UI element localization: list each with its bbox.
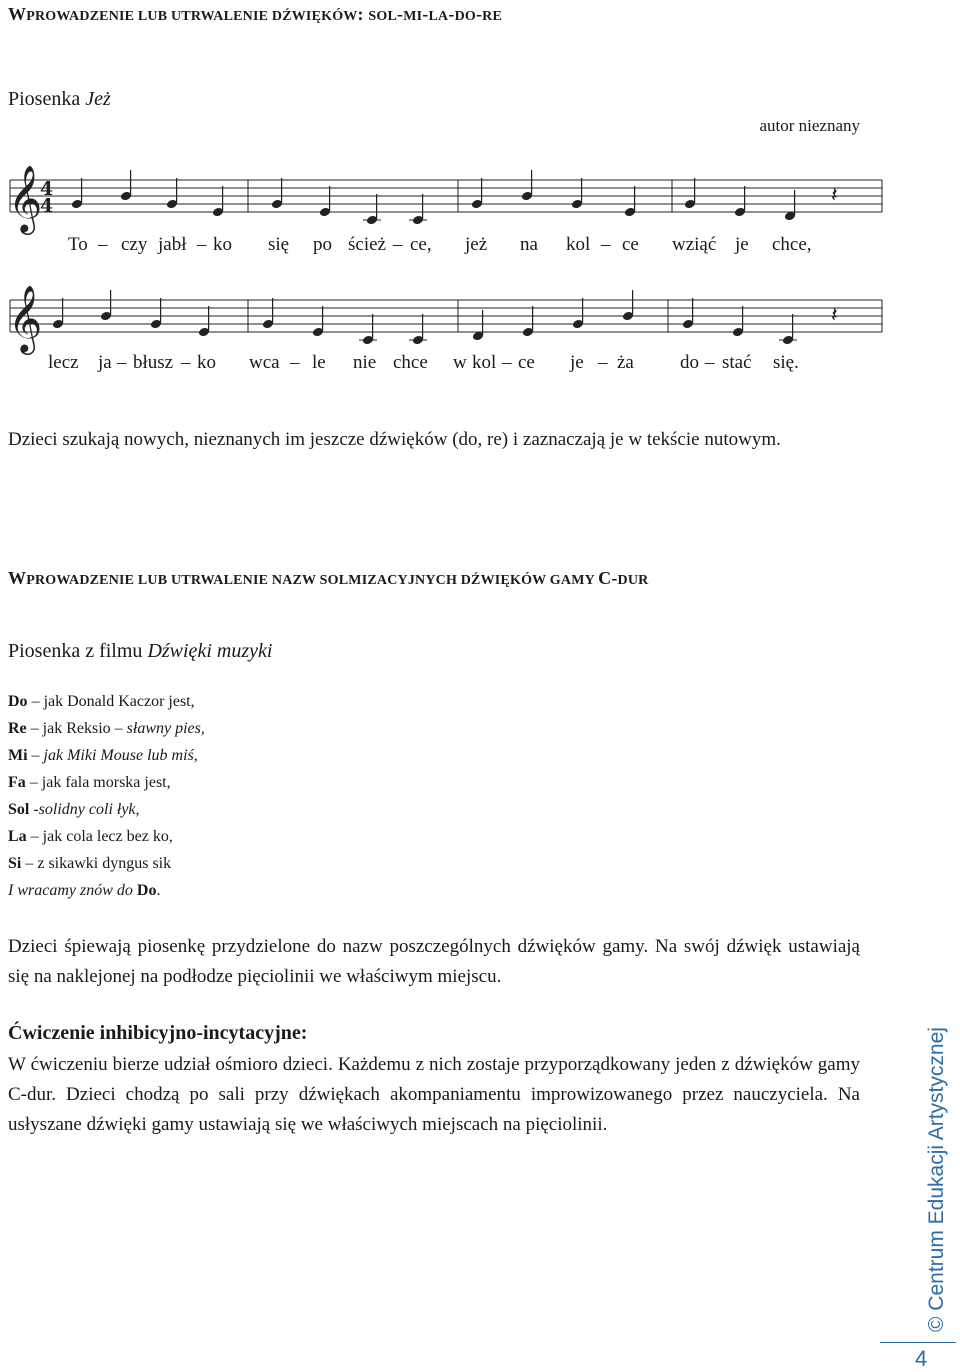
music-staff-1 [0, 160, 900, 240]
song-title-prefix: Piosenka z filmu [8, 640, 148, 662]
heading-1-part: - [397, 4, 404, 24]
solmization-syllable: Re [8, 720, 27, 737]
verse-text: – [27, 747, 44, 764]
heading-1-part: LA [428, 9, 449, 24]
heading-1-part: PROWADZENIE LUB UTRWALENIE DŹWIĘKÓW [26, 9, 358, 24]
lyric-syllable: chce [393, 352, 428, 373]
heading-1-part: - [422, 4, 429, 24]
heading-1-part: - [448, 4, 455, 24]
exercise-paragraph: W ćwiczeniu bierze udział ośmioro dzieci. Każdemu z nich zostaje przyporządkowany jeden z dźwięków gamy C-dur. Dzieci chodzą po sali przy dźwiękach akompaniamentu improwizowanego przez nauczyciela. Na usłyszane dźwięki gamy ustawiają się we właściwych miejscach na pięciolinii. [8, 1054, 860, 1135]
lyric-syllable: chce, [772, 234, 812, 255]
verse-text: I wracamy znów do [8, 882, 137, 899]
verse-text: – jak Reksio – [26, 720, 127, 737]
solmization-syllable: Sol [8, 801, 30, 818]
lyric-syllable: – [181, 352, 191, 373]
lyric-syllable: się. [773, 352, 799, 373]
lyric-syllable: le [312, 352, 326, 373]
lyric-syllable: – [601, 234, 611, 255]
lyric-syllable: jabł [158, 234, 187, 255]
lyric-syllable: wziąć [672, 234, 717, 255]
exercise-title: Ćwiczenie inhibicyjno-incytacyjne: [8, 1022, 308, 1044]
heading-1-part: MI [403, 9, 423, 24]
lyric-syllable: błusz [133, 352, 174, 373]
lyric-syllable: ża [617, 352, 634, 373]
footer-divider [880, 1342, 956, 1343]
lyric-syllable: – [598, 352, 608, 373]
song-title-prefix: Piosenka [8, 88, 86, 110]
solmization-syllable: Si [8, 855, 22, 872]
treble-clef-icon: 𝄞 [8, 284, 43, 352]
lyrics-line-2 [0, 352, 900, 378]
heading-2-part: C [598, 568, 612, 588]
quarter-rest-icon: 𝄽 [831, 183, 838, 208]
time-signature-top: 4 [40, 178, 54, 200]
section-heading-1 [8, 4, 502, 25]
lyric-syllable: lecz [48, 352, 79, 373]
lyric-syllable: je [570, 352, 584, 373]
solmization-syllable: Mi [8, 747, 28, 764]
verse-text: – jak cola lecz bez ko, [26, 828, 173, 845]
verse-text: . [156, 882, 161, 899]
lyric-syllable: jeż [465, 234, 488, 255]
heading-1-part: W [8, 4, 27, 24]
solmization-syllable: Fa [8, 774, 26, 791]
lyric-syllable: ko [213, 234, 232, 255]
author-label: autor nieznany [759, 116, 860, 135]
lyric-syllable: ko [197, 352, 216, 373]
verse-text: – z sikawki dyngus sik [21, 855, 172, 872]
heading-1-part: SOL [368, 9, 398, 24]
verse-text: solidny coli łyk, [38, 801, 140, 818]
lyric-syllable: ce [518, 352, 535, 373]
lyric-syllable: nie [353, 352, 377, 373]
lyric-syllable: wca [249, 352, 280, 373]
verse-text: – jak fala morska jest, [25, 774, 171, 791]
verse-text: jak Miki Mouse lub miś, [43, 747, 198, 764]
lyric-syllable: ścież [348, 234, 386, 255]
lyric-syllable: – [705, 352, 715, 373]
heading-2-part: DUR [617, 573, 649, 588]
heading-1-part: - [475, 4, 483, 24]
music-staff-2 [0, 280, 900, 360]
lyric-syllable: – [290, 352, 300, 373]
lyric-syllable: na [520, 234, 538, 255]
lyric-syllable: – [393, 234, 403, 255]
heading-1-part: DO [454, 9, 476, 24]
verse-line [8, 850, 205, 877]
lyric-syllable: To [68, 234, 88, 255]
solmization-syllable: Do [136, 882, 157, 899]
paragraph-1: Dzieci szukają nowych, nieznanych im jeszcze dźwięków (do, re) i zaznaczają je w tekście nutowym. [8, 429, 781, 450]
solmization-verses [8, 688, 205, 904]
lyric-syllable: ce, [410, 234, 432, 255]
verse-line [8, 796, 205, 823]
lyric-syllable: czy [121, 234, 148, 255]
lyric-syllable: kol [472, 352, 497, 373]
heading-2-part: W [8, 568, 27, 588]
lyric-syllable: – [197, 234, 207, 255]
lyric-syllable: je [735, 234, 749, 255]
lyric-syllable: ja [98, 352, 112, 373]
verse-text: - [29, 801, 39, 818]
lyric-syllable: ce [622, 234, 639, 255]
verse-line [8, 823, 205, 850]
heading-2-part: - [611, 568, 618, 588]
lyric-syllable: – [98, 234, 108, 255]
lyric-syllable: – [117, 352, 127, 373]
verse-line [8, 742, 205, 769]
lyric-syllable: – [502, 352, 512, 373]
lyric-syllable: po [313, 234, 332, 255]
verse-text: – jak Donald Kaczor jest, [27, 693, 195, 710]
quarter-rest-icon: 𝄽 [831, 303, 838, 328]
verse-text: sławny pies, [126, 720, 205, 737]
lyric-syllable: kol [566, 234, 591, 255]
lyrics-line-1 [0, 234, 900, 260]
publisher-vertical-text: © Centrum Edukacji Artystycznej [925, 1027, 948, 1332]
page-number: 4 [915, 1346, 928, 1371]
verse-line [8, 769, 205, 796]
verse-line [8, 715, 205, 742]
heading-2-part: PROWADZENIE LUB UTRWALENIE NAZW SOLMIZACYJNYCH DŹWIĘKÓW GAMY [26, 573, 599, 588]
paragraph-2: Dzieci śpiewają piosenkę przydzielone do nazw poszczególnych dźwięków gamy. Na swój dźwięk ustawiają się na naklejonej na podłodze pięciolinii we właściwym miejscu. [8, 936, 860, 987]
heading-1-part: RE [482, 9, 503, 24]
lyric-syllable: się [268, 234, 290, 255]
section-heading-2 [8, 568, 648, 589]
solmization-syllable: Do [8, 693, 28, 710]
time-signature-bottom: 4 [40, 195, 54, 217]
solmization-syllable: La [8, 828, 27, 845]
lyric-syllable: do [680, 352, 699, 373]
song-title-italic: Dźwięki muzyki [147, 640, 273, 662]
treble-clef-icon: 𝄞 [8, 164, 43, 232]
verse-line [8, 688, 205, 715]
lyric-syllable: w [453, 352, 467, 373]
lyric-syllable: stać [722, 352, 752, 373]
song-title-italic: Jeż [85, 88, 111, 110]
verse-line [8, 877, 205, 904]
song-title-dzwieki [8, 640, 272, 663]
heading-1-part: : [357, 4, 369, 24]
song-title-jez [8, 88, 111, 111]
